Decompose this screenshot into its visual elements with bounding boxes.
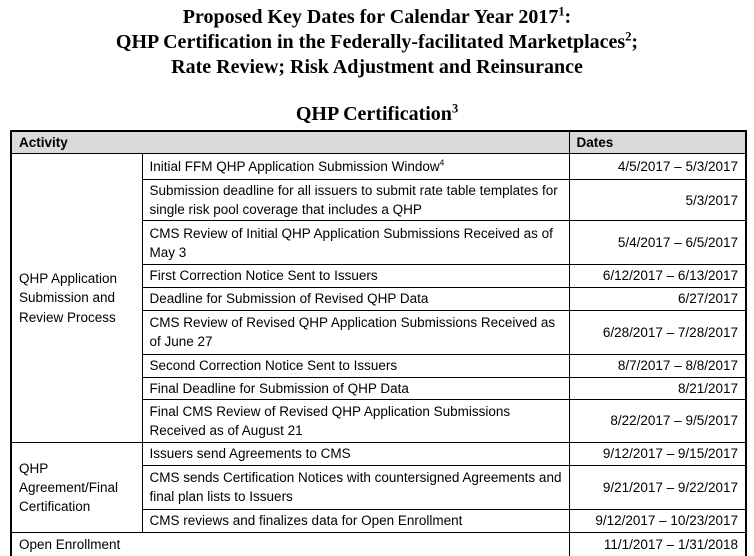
title-line-1-text: Proposed Key Dates for Calendar Year 2017 — [182, 6, 559, 28]
dates-cell: 6/12/2017 – 6/13/2017 — [569, 265, 746, 287]
activity-text: Initial FFM QHP Application Submission Window — [149, 159, 440, 175]
dates-cell: 9/12/2017 – 10/23/2017 — [569, 509, 746, 532]
dates-cell: 6/27/2017 — [569, 287, 746, 310]
open-enrollment-label: Open Enrollment — [11, 532, 569, 556]
activity-cell: CMS reviews and finalizes data for Open Enrollment — [142, 509, 569, 532]
activity-cell: Final CMS Review of Revised QHP Application Submissions Received as of August 21 — [142, 399, 569, 442]
table-header-row — [11, 131, 746, 154]
column-header-dates: Dates — [569, 131, 746, 154]
title-line-3-text: Rate Review; Risk Adjustment and Reinsurance — [171, 56, 583, 78]
title-line-2 — [0, 30, 754, 55]
dates-cell: 4/5/2017 – 5/3/2017 — [569, 154, 746, 180]
dates-cell: 5/4/2017 – 6/5/2017 — [569, 221, 746, 265]
dates-cell: 9/12/2017 – 9/15/2017 — [569, 442, 746, 465]
activity-cell: Deadline for Submission of Revised QHP Data — [142, 287, 569, 310]
footnote-ref-1: 1 — [558, 4, 565, 19]
table-row-open-enrollment — [11, 532, 746, 556]
activity-cell — [142, 154, 569, 180]
table-row — [11, 154, 746, 180]
activity-cell: Submission deadline for all issuers to submit rate table templates for single risk pool coverage that includes a QHP — [142, 180, 569, 221]
activity-cell: Second Correction Notice Sent to Issuers — [142, 354, 569, 377]
footnote-ref-3: 3 — [451, 101, 459, 116]
title-line-1-tail: : — [564, 6, 572, 28]
footnote-ref-2: 2 — [625, 29, 632, 44]
activity-cell: CMS Review of Revised QHP Application Submissions Received as of June 27 — [142, 310, 569, 354]
section-heading — [0, 102, 754, 127]
dates-cell: 6/28/2017 – 7/28/2017 — [569, 310, 746, 354]
activity-group-label-agreement: QHP Agreement/Final Certification — [11, 442, 142, 532]
activity-group-label-application: QHP Application Submission and Review Process — [11, 154, 142, 443]
dates-cell: 8/21/2017 — [569, 377, 746, 399]
section-heading-text: QHP Certification — [295, 103, 452, 125]
table-row — [11, 442, 746, 465]
activity-cell: First Correction Notice Sent to Issuers — [142, 265, 569, 287]
activity-cell: CMS Review of Initial QHP Application Submissions Received as of May 3 — [142, 221, 569, 265]
activity-cell: Final Deadline for Submission of QHP Data — [142, 377, 569, 399]
title-line-3 — [0, 55, 754, 80]
document-title — [0, 0, 754, 80]
activity-cell: Issuers send Agreements to CMS — [142, 442, 569, 465]
dates-cell: 5/3/2017 — [569, 180, 746, 221]
column-header-activity: Activity — [11, 131, 569, 154]
title-line-1 — [0, 5, 754, 30]
dates-cell: 9/21/2017 – 9/22/2017 — [569, 465, 746, 509]
dates-cell: 11/1/2017 – 1/31/2018 — [569, 532, 746, 556]
title-line-2-text: QHP Certification in the Federally-facilitated Marketplaces — [115, 31, 626, 53]
dates-cell: 8/22/2017 – 9/5/2017 — [569, 399, 746, 442]
activity-cell: CMS sends Certification Notices with countersigned Agreements and final plan lists to Issuers — [142, 465, 569, 509]
footnote-ref-4: 4 — [439, 157, 445, 168]
dates-cell: 8/7/2017 – 8/8/2017 — [569, 354, 746, 377]
qhp-certification-table — [10, 130, 747, 556]
title-line-2-tail: ; — [631, 31, 639, 53]
